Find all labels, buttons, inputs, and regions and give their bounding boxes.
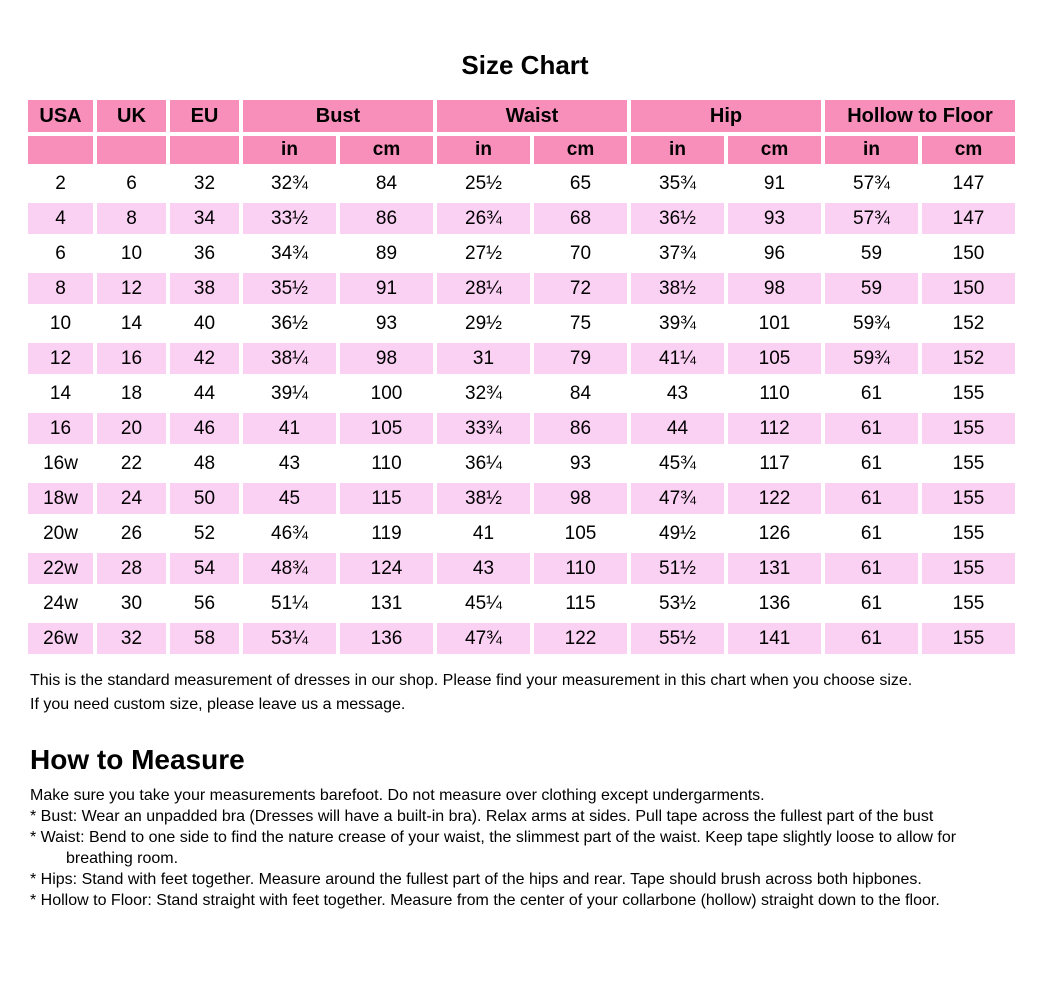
cell-hip-in: 51½ [631,553,724,584]
cell-bust-cm: 98 [340,343,433,374]
cell-waist-cm: 93 [534,448,627,479]
how-to-measure-section [0,744,1050,911]
cell-hip-in: 49½ [631,518,724,549]
table-row [28,413,1015,444]
table-row [28,483,1015,514]
cell-waist-in: 31 [437,343,530,374]
cell-htf-cm: 155 [922,553,1015,584]
header-hip-in: in [631,136,724,164]
cell-uk: 6 [97,168,166,199]
cell-bust-in: 45 [243,483,336,514]
header-eu: EU [170,100,239,132]
cell-htf-cm: 155 [922,378,1015,409]
cell-bust-cm: 110 [340,448,433,479]
table-row [28,588,1015,619]
cell-waist-cm: 122 [534,623,627,654]
header-htf-cm: cm [922,136,1015,164]
header-waist-cm: cm [534,136,627,164]
cell-eu: 54 [170,553,239,584]
table-row [28,203,1015,234]
cell-usa: 10 [28,308,93,339]
cell-bust-in: 51¼ [243,588,336,619]
header-bust: Bust [243,100,433,132]
howto-bullet-waist: * Waist: Bend to one side to find the nature crease of your waist, the slimmest part of the waist. Keep tape slightly loose to allow for breathing room. [30,829,957,867]
howto-intro: Make sure you take your measurements barefoot. Do not measure over clothing except undergarments. [30,787,765,804]
cell-htf-cm: 155 [922,518,1015,549]
cell-hip-cm: 117 [728,448,821,479]
cell-waist-cm: 86 [534,413,627,444]
cell-waist-in: 32¾ [437,378,530,409]
cell-waist-cm: 79 [534,343,627,374]
cell-usa: 12 [28,343,93,374]
cell-usa: 4 [28,203,93,234]
cell-htf-cm: 155 [922,448,1015,479]
cell-usa: 24w [28,588,93,619]
cell-uk: 16 [97,343,166,374]
cell-eu: 46 [170,413,239,444]
header-htf-in: in [825,136,918,164]
cell-htf-in: 61 [825,483,918,514]
cell-bust-in: 35½ [243,273,336,304]
cell-hip-in: 47¾ [631,483,724,514]
table-row [28,623,1015,654]
table-body [28,168,1015,654]
cell-waist-cm: 65 [534,168,627,199]
cell-usa: 14 [28,378,93,409]
cell-bust-in: 53¼ [243,623,336,654]
cell-htf-in: 61 [825,413,918,444]
cell-htf-in: 59¾ [825,343,918,374]
cell-uk: 22 [97,448,166,479]
cell-uk: 30 [97,588,166,619]
cell-uk: 14 [97,308,166,339]
cell-bust-cm: 91 [340,273,433,304]
cell-hip-cm: 101 [728,308,821,339]
cell-bust-cm: 93 [340,308,433,339]
cell-eu: 34 [170,203,239,234]
cell-waist-cm: 84 [534,378,627,409]
cell-htf-in: 59 [825,238,918,269]
cell-htf-in: 57¾ [825,168,918,199]
cell-usa: 2 [28,168,93,199]
cell-usa: 6 [28,238,93,269]
cell-eu: 40 [170,308,239,339]
header-eu-spacer [170,136,239,164]
howto-bullet-bust: * Bust: Wear an unpadded bra (Dresses will have a built-in bra). Relax arms at sides. Pull tape across the fullest part of the bust [30,808,934,825]
cell-hip-cm: 91 [728,168,821,199]
cell-htf-in: 61 [825,588,918,619]
cell-htf-in: 59 [825,273,918,304]
cell-eu: 52 [170,518,239,549]
cell-uk: 18 [97,378,166,409]
cell-bust-cm: 131 [340,588,433,619]
cell-hip-cm: 98 [728,273,821,304]
cell-hip-in: 53½ [631,588,724,619]
cell-hip-in: 37¾ [631,238,724,269]
notes-line-2: If you need custom size, please leave us a message. [30,696,406,713]
cell-htf-in: 61 [825,623,918,654]
cell-hip-in: 36½ [631,203,724,234]
header-row-units [28,136,1015,164]
cell-hip-in: 41¼ [631,343,724,374]
cell-waist-cm: 68 [534,203,627,234]
header-bust-cm: cm [340,136,433,164]
header-usa-spacer [28,136,93,164]
cell-bust-cm: 115 [340,483,433,514]
cell-htf-cm: 152 [922,308,1015,339]
header-bust-in: in [243,136,336,164]
cell-waist-cm: 98 [534,483,627,514]
cell-hip-cm: 136 [728,588,821,619]
cell-waist-cm: 110 [534,553,627,584]
cell-waist-in: 43 [437,553,530,584]
cell-bust-cm: 100 [340,378,433,409]
cell-hip-in: 45¾ [631,448,724,479]
page-title: Size Chart [461,50,589,80]
howto-bullet-hollow: * Hollow to Floor: Stand straight with feet together. Measure from the center of your collarbone (hollow) straight down to the floor. [30,892,940,909]
cell-eu: 38 [170,273,239,304]
size-chart-table [24,96,1019,658]
cell-eu: 32 [170,168,239,199]
cell-waist-in: 33¾ [437,413,530,444]
cell-eu: 44 [170,378,239,409]
notes [30,669,1050,717]
cell-usa: 8 [28,273,93,304]
cell-waist-in: 27½ [437,238,530,269]
header-usa: USA [28,100,93,132]
cell-bust-in: 36½ [243,308,336,339]
cell-htf-cm: 150 [922,238,1015,269]
cell-usa: 20w [28,518,93,549]
cell-waist-cm: 75 [534,308,627,339]
cell-htf-in: 61 [825,553,918,584]
cell-waist-in: 29½ [437,308,530,339]
cell-hip-in: 44 [631,413,724,444]
header-waist: Waist [437,100,627,132]
cell-waist-cm: 115 [534,588,627,619]
cell-waist-cm: 72 [534,273,627,304]
cell-hip-in: 39¾ [631,308,724,339]
cell-bust-cm: 119 [340,518,433,549]
cell-hip-cm: 105 [728,343,821,374]
cell-hip-cm: 93 [728,203,821,234]
cell-waist-in: 25½ [437,168,530,199]
table-row [28,553,1015,584]
cell-htf-cm: 152 [922,343,1015,374]
header-hollow-to-floor: Hollow to Floor [825,100,1015,132]
table-row [28,308,1015,339]
cell-hip-in: 38½ [631,273,724,304]
notes-line-1: This is the standard measurement of dresses in our shop. Please find your measurement in this chart when you choose size. [30,672,913,689]
header-uk: UK [97,100,166,132]
header-hip-cm: cm [728,136,821,164]
cell-bust-in: 34¾ [243,238,336,269]
header-waist-in: in [437,136,530,164]
cell-waist-in: 38½ [437,483,530,514]
cell-bust-in: 43 [243,448,336,479]
cell-htf-in: 57¾ [825,203,918,234]
cell-htf-in: 61 [825,518,918,549]
table-row [28,273,1015,304]
cell-uk: 10 [97,238,166,269]
cell-eu: 42 [170,343,239,374]
cell-htf-in: 61 [825,378,918,409]
cell-bust-cm: 84 [340,168,433,199]
cell-waist-in: 45¼ [437,588,530,619]
cell-hip-cm: 141 [728,623,821,654]
table-row [28,378,1015,409]
howto-bullet-hips: * Hips: Stand with feet together. Measure around the fullest part of the hips and rear. Tape should brush across both hipbones. [30,871,922,888]
header-row-groups [28,100,1015,132]
cell-hip-in: 55½ [631,623,724,654]
cell-eu: 36 [170,238,239,269]
cell-bust-cm: 105 [340,413,433,444]
cell-usa: 26w [28,623,93,654]
cell-hip-in: 43 [631,378,724,409]
cell-usa: 16 [28,413,93,444]
cell-bust-in: 38¼ [243,343,336,374]
cell-htf-cm: 155 [922,483,1015,514]
header-uk-spacer [97,136,166,164]
cell-htf-cm: 155 [922,413,1015,444]
cell-uk: 32 [97,623,166,654]
table-header [28,100,1015,164]
cell-waist-in: 36¼ [437,448,530,479]
cell-bust-cm: 89 [340,238,433,269]
cell-bust-in: 48¾ [243,553,336,584]
cell-waist-in: 28¼ [437,273,530,304]
table-row [28,168,1015,199]
cell-waist-cm: 70 [534,238,627,269]
cell-eu: 48 [170,448,239,479]
cell-htf-cm: 155 [922,588,1015,619]
cell-waist-in: 26¾ [437,203,530,234]
cell-bust-cm: 86 [340,203,433,234]
cell-hip-cm: 122 [728,483,821,514]
cell-uk: 24 [97,483,166,514]
cell-uk: 12 [97,273,166,304]
cell-htf-in: 61 [825,448,918,479]
cell-bust-in: 33½ [243,203,336,234]
cell-usa: 18w [28,483,93,514]
cell-bust-in: 41 [243,413,336,444]
cell-uk: 26 [97,518,166,549]
cell-eu: 50 [170,483,239,514]
table-row [28,343,1015,374]
cell-hip-cm: 112 [728,413,821,444]
cell-waist-in: 47¾ [437,623,530,654]
table-row [28,448,1015,479]
cell-bust-in: 46¾ [243,518,336,549]
cell-htf-cm: 147 [922,203,1015,234]
cell-uk: 8 [97,203,166,234]
cell-htf-cm: 150 [922,273,1015,304]
cell-bust-cm: 124 [340,553,433,584]
how-to-measure-heading: How to Measure [30,744,245,775]
cell-uk: 28 [97,553,166,584]
table-row [28,238,1015,269]
cell-usa: 22w [28,553,93,584]
cell-hip-cm: 126 [728,518,821,549]
cell-hip-cm: 96 [728,238,821,269]
table-row [28,518,1015,549]
cell-hip-cm: 110 [728,378,821,409]
cell-eu: 58 [170,623,239,654]
cell-eu: 56 [170,588,239,619]
cell-hip-in: 35¾ [631,168,724,199]
cell-htf-cm: 155 [922,623,1015,654]
cell-htf-cm: 147 [922,168,1015,199]
cell-bust-in: 32¾ [243,168,336,199]
cell-hip-cm: 131 [728,553,821,584]
cell-htf-in: 59¾ [825,308,918,339]
header-hip: Hip [631,100,821,132]
cell-waist-in: 41 [437,518,530,549]
cell-waist-cm: 105 [534,518,627,549]
cell-bust-in: 39¼ [243,378,336,409]
cell-usa: 16w [28,448,93,479]
cell-uk: 20 [97,413,166,444]
cell-bust-cm: 136 [340,623,433,654]
